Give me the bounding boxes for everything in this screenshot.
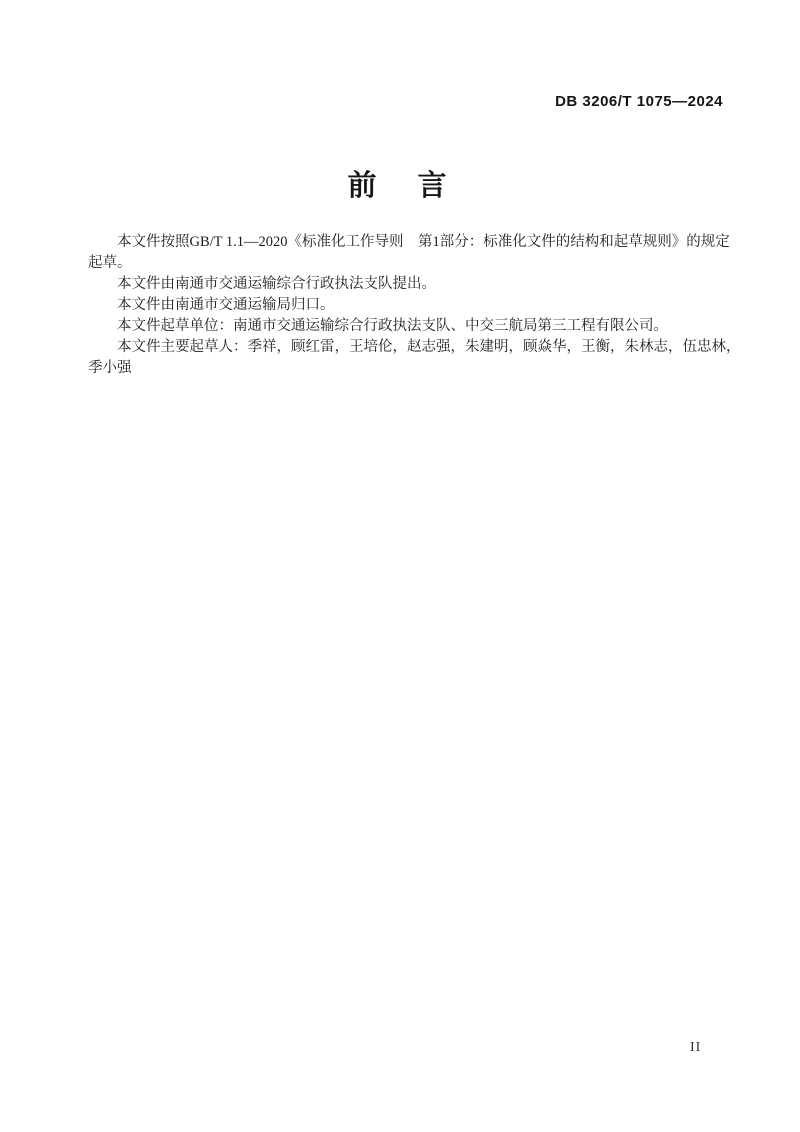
foreword-line: 本文件由南通市交通运输局归口。 [117,297,335,313]
page-title: 前 言 [347,170,453,202]
foreword-line: 本文件由南通市交通运输综合行政执法支队提出。 [117,276,436,292]
foreword-line: 本文件按照GB/T 1.1—2020《标准化工作导则 第1部分：标准化文件的结构和起草规则》的规定 [117,234,730,250]
foreword-line: 本文件主要起草人：季祥，顾红雷，王培伦，赵志强，朱建明，顾焱华，王衡，朱林志，伍忠林， [117,339,741,355]
foreword-line: 本文件起草单位：南通市交通运输综合行政执法支队、中交三航局第三工程有限公司。 [117,318,668,334]
foreword-line: 起草。 [88,255,132,271]
standard-code: DB 3206/T 1075—2024 [555,93,723,110]
page-number: II [690,1040,702,1055]
foreword-line: 季小强 [88,360,132,376]
foreword-paragraphs [88,232,741,379]
